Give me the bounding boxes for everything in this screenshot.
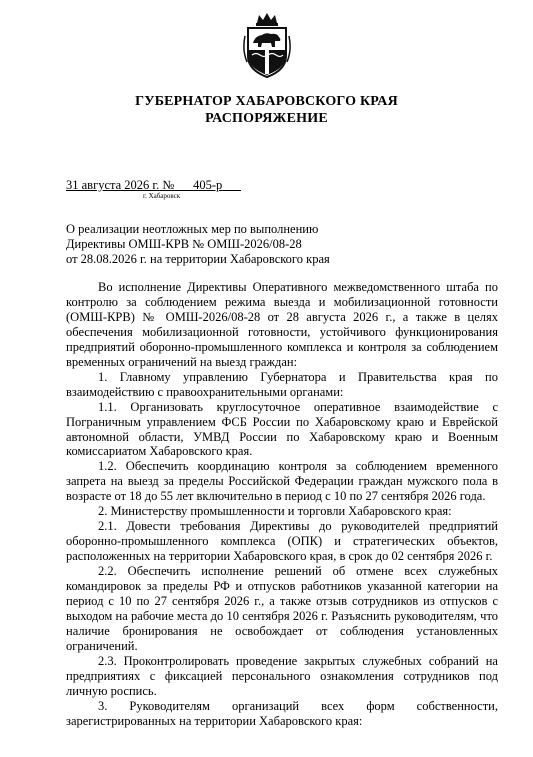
clause-2: 2. Министерству промышленности и торговли Хабаровского края: (98, 504, 452, 519)
subject-line: Директивы ОМШ-КРВ № ОМШ-2026/08-28 (66, 237, 302, 251)
document-subject (66, 222, 330, 267)
document-type: РАСПОРЯЖЕНИЕ (205, 111, 328, 126)
clause-2-3: 2.3. Проконтролировать проведение закрытых служебных собраний на предприятиях с фиксацией персонального ознакомления сотрудников под личную роспись. (66, 653, 498, 698)
khabarovsk-coat-of-arms-icon (242, 10, 292, 80)
subject-line: от 28.08.2026 г. на территории Хабаровского края (66, 252, 330, 266)
document-date: 31 августа 2026 г. (66, 178, 160, 192)
clause-1-2: 1.2. Обеспечить координацию контроля за соблюдением временного запрета на выезд за пределы Российской Федерации граждан мужского пола в возрасте от 18 до 55 лет включительно в период с 10 по 27 сентября 2026 года. (66, 459, 498, 504)
preamble-paragraph: Во исполнение Директивы Оперативного межведомственного штаба по контролю за соблюдением режима выезда и мобилизационной готовности (ОМШ-КРВ) № ОМШ-2026/08-28 от 28 августа 2026 г., а также в целях обеспечения мобилизационной готовности, устойчивого функционирования предприятий оборонно-промышленного комплекса и контроля за соблюдением временных ограничений на выезд граждан: (66, 280, 498, 369)
clause-2-2: 2.2. Обеспечить исполнение решений об отмене всех служебных командировок за пределы РФ и отпусков работников указанной категории на период с 10 по 27 сентября 2026 г., а также отзыв сотрудников из отпусков с выходом на рабочие места до 10 сентября 2026 г. Разъяснить руководителям, что наличие бронирования не освобождает от соблюдения установленных ограничений. (66, 564, 498, 653)
city-label: г. Хабаровск (143, 192, 181, 200)
document-number: 405-р (193, 178, 223, 192)
clause-1-1: 1.1. Организовать круглосуточное оперативное взаимодействие с Пограничным управлением ФСБ России по Хабаровскому краю и Еврейской автономной области, УМВД России по Хабаровскому краю и Военным комиссариатом Хабаровского края. (66, 399, 498, 459)
subject-line: О реализации неотложных мер по выполнению (66, 222, 319, 236)
date-number-line (66, 178, 241, 192)
clause-2-1: 2.1. Довести требования Директивы до руководителей предприятий оборонно-промышленного комплекса (ОПК) и стратегических объектов, расположенных на территории Хабаровского края, в срок до 02 сентября 2026 г. (66, 519, 498, 564)
clause-3: 3. Руководителям организаций всех форм собственности, зарегистрированных на территории Хабаровского края: (66, 698, 498, 728)
number-sign: № (162, 178, 175, 192)
document-body (66, 280, 498, 729)
clause-1: 1. Главному управлению Губернатора и Правительства края по взаимодействию с правоохранительными органами: (66, 369, 498, 399)
issuer-title: ГУБЕРНАТОР ХАБАРОВСКОГО КРАЯ (135, 94, 398, 109)
